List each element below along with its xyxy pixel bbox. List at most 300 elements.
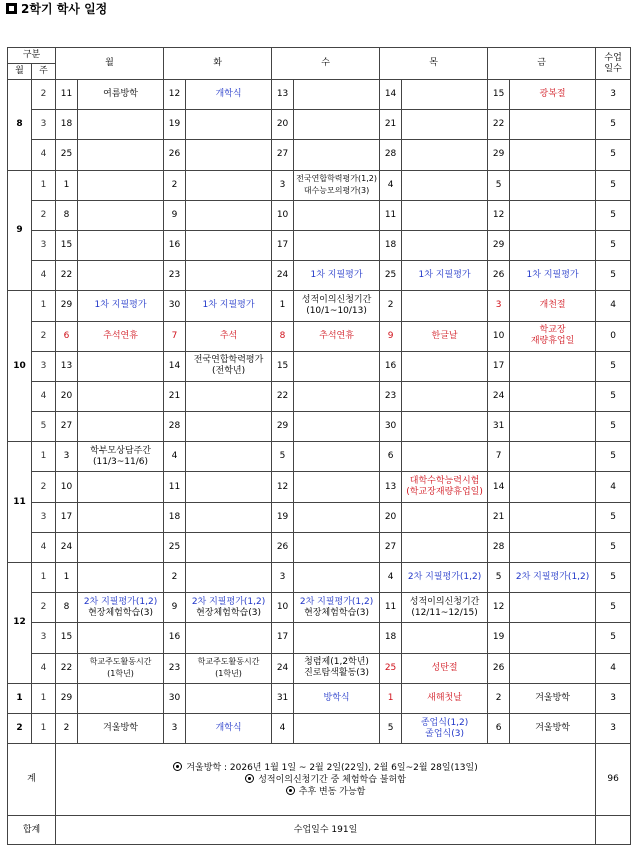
event-cell [294, 593, 380, 623]
event-cell [186, 532, 272, 562]
event-text: 1차 지필평가 [310, 270, 363, 281]
day-number: 14 [164, 351, 186, 381]
event-cell [78, 80, 164, 110]
event-text: 1차 지필평가 [202, 300, 255, 311]
event-cell [402, 321, 488, 351]
week-number: 2 [32, 80, 56, 110]
header-day-mon: 월 [56, 48, 164, 80]
event-cell [186, 593, 272, 623]
day-number: 24 [488, 381, 510, 411]
school-days: 5 [596, 442, 631, 472]
day-number: 26 [164, 140, 186, 170]
event-cell [510, 321, 596, 351]
day-number: 12 [488, 200, 510, 230]
event-cell [186, 321, 272, 351]
day-number: 2 [164, 563, 186, 593]
event-cell [294, 502, 380, 532]
event-cell [402, 261, 488, 291]
school-days: 5 [596, 563, 631, 593]
day-number: 20 [272, 110, 294, 140]
day-number: 6 [56, 321, 78, 351]
event-cell [186, 412, 272, 442]
event-cell [294, 140, 380, 170]
day-number: 10 [488, 321, 510, 351]
day-number: 22 [56, 653, 78, 683]
week-row [8, 140, 631, 170]
school-days: 5 [596, 140, 631, 170]
month-label: 2 [8, 713, 32, 743]
day-number: 5 [488, 563, 510, 593]
event-cell [186, 80, 272, 110]
circle-bullet-icon [286, 786, 295, 795]
day-number: 31 [488, 412, 510, 442]
day-number: 3 [272, 170, 294, 200]
week-number: 3 [32, 351, 56, 381]
event-cell [186, 261, 272, 291]
day-number: 24 [272, 261, 294, 291]
day-number: 22 [488, 110, 510, 140]
event-text: 방학식 [323, 692, 350, 703]
header-gubun: 구분 [8, 48, 56, 64]
week-row [8, 532, 631, 562]
event-cell [186, 140, 272, 170]
event-cell [510, 502, 596, 532]
week-number: 4 [32, 261, 56, 291]
event-cell [510, 713, 596, 743]
event-text: 현장체험학습(3) [88, 607, 153, 618]
day-number: 30 [164, 683, 186, 713]
day-number: 27 [56, 412, 78, 442]
day-number: 13 [272, 80, 294, 110]
event-text: 진로탐색활동(3) [304, 668, 370, 679]
grand-total-label: 합계 [8, 816, 56, 845]
school-days: 3 [596, 80, 631, 110]
event-cell [294, 291, 380, 321]
grand-total-empty [596, 816, 631, 845]
school-days: 4 [596, 653, 631, 683]
day-number: 14 [488, 472, 510, 502]
week-row [8, 80, 631, 110]
event-cell [294, 170, 380, 200]
event-cell [402, 140, 488, 170]
week-number: 1 [32, 713, 56, 743]
header-day-wed: 수 [272, 48, 380, 80]
day-number: 16 [164, 623, 186, 653]
event-cell [294, 412, 380, 442]
day-number: 10 [272, 200, 294, 230]
day-number: 1 [56, 170, 78, 200]
day-number: 2 [380, 291, 402, 321]
day-number: 29 [56, 291, 78, 321]
day-number: 8 [272, 321, 294, 351]
day-number: 19 [272, 502, 294, 532]
event-text: 새해첫날 [427, 692, 462, 703]
day-number: 19 [488, 623, 510, 653]
summary-row [8, 744, 631, 816]
event-text: 학부모상담주간 [90, 445, 151, 456]
schedule-table [7, 47, 631, 845]
school-days: 3 [596, 683, 631, 713]
event-cell [510, 80, 596, 110]
header-sueop: 수업 일수 [596, 48, 631, 80]
event-text: (1학년) [215, 669, 242, 679]
event-text: 1차 지필평가 [526, 270, 579, 281]
day-number: 4 [380, 170, 402, 200]
event-cell [402, 291, 488, 321]
day-number: 6 [488, 713, 510, 743]
day-number: 16 [164, 230, 186, 260]
circle-bullet-icon [173, 762, 182, 771]
event-cell [402, 713, 488, 743]
school-days: 5 [596, 110, 631, 140]
event-cell [78, 261, 164, 291]
event-cell [402, 80, 488, 110]
school-days: 5 [596, 230, 631, 260]
event-cell [510, 442, 596, 472]
header-row [8, 48, 631, 64]
event-cell [186, 291, 272, 321]
day-number: 2 [488, 683, 510, 713]
event-cell [294, 713, 380, 743]
month-label: 9 [8, 170, 32, 291]
day-number: 21 [380, 110, 402, 140]
event-cell [294, 472, 380, 502]
event-cell [510, 230, 596, 260]
event-text: 겨울방학 [535, 692, 570, 703]
week-row [8, 593, 631, 623]
day-number: 12 [164, 80, 186, 110]
week-number: 4 [32, 140, 56, 170]
event-cell [78, 412, 164, 442]
header-day-thu: 목 [380, 48, 488, 80]
event-cell [186, 200, 272, 230]
event-text: 학교장 [539, 325, 566, 336]
school-days: 5 [596, 623, 631, 653]
event-cell [510, 623, 596, 653]
month-label: 10 [8, 291, 32, 442]
week-number: 2 [32, 200, 56, 230]
event-cell [402, 381, 488, 411]
day-number: 5 [488, 170, 510, 200]
week-row [8, 442, 631, 472]
week-row [8, 502, 631, 532]
header-month: 월 [8, 64, 32, 80]
day-number: 25 [56, 140, 78, 170]
month-label: 8 [8, 80, 32, 171]
event-cell [294, 563, 380, 593]
event-text: 학교주도활동시간 [197, 657, 260, 667]
event-text: (1학년) [107, 669, 134, 679]
day-number: 1 [272, 291, 294, 321]
week-row [8, 291, 631, 321]
event-cell [78, 291, 164, 321]
day-number: 29 [488, 230, 510, 260]
event-text: 성적이의신청기간 [301, 294, 372, 305]
day-number: 6 [380, 442, 402, 472]
school-days: 0 [596, 321, 631, 351]
event-text: 재량휴업일 [530, 336, 575, 347]
event-cell [294, 80, 380, 110]
event-cell [510, 472, 596, 502]
header-day-tue: 화 [164, 48, 272, 80]
week-number: 1 [32, 291, 56, 321]
day-number: 26 [488, 653, 510, 683]
week-number: 4 [32, 532, 56, 562]
event-text: 개학식 [215, 723, 242, 734]
week-row [8, 200, 631, 230]
week-row [8, 563, 631, 593]
event-cell [186, 230, 272, 260]
day-number: 24 [272, 653, 294, 683]
day-number: 28 [380, 140, 402, 170]
event-cell [510, 351, 596, 381]
week-number: 2 [32, 593, 56, 623]
event-cell [510, 261, 596, 291]
day-number: 23 [380, 381, 402, 411]
day-number: 11 [380, 593, 402, 623]
day-number: 4 [272, 713, 294, 743]
event-cell [78, 140, 164, 170]
week-number: 5 [32, 412, 56, 442]
day-number: 18 [380, 230, 402, 260]
event-cell [186, 563, 272, 593]
school-days: 5 [596, 502, 631, 532]
event-text: 겨울방학 [535, 723, 570, 734]
event-cell [510, 170, 596, 200]
summary-notes [56, 744, 596, 816]
day-number: 5 [380, 713, 402, 743]
week-number: 4 [32, 653, 56, 683]
day-number: 11 [164, 472, 186, 502]
school-days: 5 [596, 593, 631, 623]
school-days: 4 [596, 291, 631, 321]
event-text: 추석연휴 [319, 330, 354, 341]
day-number: 4 [380, 563, 402, 593]
event-cell [78, 623, 164, 653]
event-cell [78, 110, 164, 140]
event-text: 현장체험학습(3) [304, 607, 370, 618]
week-row [8, 653, 631, 683]
event-text: 여름방학 [103, 89, 138, 100]
event-cell [294, 200, 380, 230]
week-row [8, 381, 631, 411]
event-cell [78, 563, 164, 593]
event-cell [402, 200, 488, 230]
event-text: 개학식 [215, 89, 242, 100]
event-cell [78, 472, 164, 502]
event-text: 추석 [219, 330, 238, 341]
day-number: 30 [380, 412, 402, 442]
event-text: (학교장재량휴업일) [406, 487, 483, 498]
day-number: 17 [56, 502, 78, 532]
day-number: 26 [272, 532, 294, 562]
event-text: 2차 지필평가(1,2) [407, 572, 482, 583]
day-number: 12 [488, 593, 510, 623]
event-cell [294, 261, 380, 291]
day-number: 13 [56, 351, 78, 381]
event-cell [78, 593, 164, 623]
week-row [8, 351, 631, 381]
week-row [8, 683, 631, 713]
event-cell [294, 623, 380, 653]
day-number: 3 [56, 442, 78, 472]
event-cell [186, 442, 272, 472]
week-number: 4 [32, 381, 56, 411]
day-number: 10 [272, 593, 294, 623]
school-days: 5 [596, 351, 631, 381]
summary-note: 겨울방학 : 2026년 1월 1일 ~ 2월 2일(22일), 2월 6일~2월 28일(13일) [56, 762, 595, 774]
week-number: 3 [32, 502, 56, 532]
header-week: 주 [32, 64, 56, 80]
summary-note: 성적이의신청기간 중 체험학습 불허함 [56, 774, 595, 786]
day-number: 1 [380, 683, 402, 713]
week-number: 1 [32, 170, 56, 200]
event-text: 2차 지필평가(1,2) [191, 596, 266, 607]
day-number: 29 [272, 412, 294, 442]
day-number: 23 [164, 653, 186, 683]
event-text: (전학년) [211, 366, 246, 377]
day-number: 9 [164, 200, 186, 230]
grand-total-text: 수업일수 191일 [56, 816, 596, 845]
week-number: 3 [32, 110, 56, 140]
school-days: 5 [596, 200, 631, 230]
event-cell [402, 653, 488, 683]
day-number: 17 [272, 230, 294, 260]
event-cell [402, 532, 488, 562]
event-cell [402, 110, 488, 140]
day-number: 1 [56, 563, 78, 593]
school-days: 5 [596, 532, 631, 562]
month-label: 12 [8, 563, 32, 684]
day-number: 31 [272, 683, 294, 713]
grand-total-row [8, 816, 631, 845]
day-number: 21 [488, 502, 510, 532]
event-cell [510, 381, 596, 411]
week-row [8, 261, 631, 291]
week-number: 2 [32, 321, 56, 351]
event-cell [294, 442, 380, 472]
event-cell [186, 653, 272, 683]
day-number: 11 [380, 200, 402, 230]
event-cell [78, 502, 164, 532]
week-row [8, 623, 631, 653]
day-number: 4 [164, 442, 186, 472]
day-number: 18 [56, 110, 78, 140]
event-text: 대학수학능력시험 [409, 476, 480, 487]
day-number: 11 [56, 80, 78, 110]
event-cell [510, 110, 596, 140]
month-label: 1 [8, 683, 32, 713]
day-number: 5 [272, 442, 294, 472]
event-text: 1차 지필평가 [94, 300, 147, 311]
day-number: 29 [56, 683, 78, 713]
week-row [8, 170, 631, 200]
event-text: 광복절 [539, 89, 566, 100]
day-number: 18 [380, 623, 402, 653]
school-days: 5 [596, 261, 631, 291]
day-number: 28 [488, 532, 510, 562]
week-number: 1 [32, 442, 56, 472]
event-cell [402, 351, 488, 381]
square-bullet-icon [6, 3, 17, 14]
event-text: 대수능모의평가(3) [303, 186, 370, 196]
day-number: 19 [164, 110, 186, 140]
day-number: 24 [56, 532, 78, 562]
school-days: 5 [596, 412, 631, 442]
summary-label: 계 [8, 744, 56, 816]
event-cell [78, 442, 164, 472]
event-cell [186, 351, 272, 381]
event-cell [78, 381, 164, 411]
event-text: 추석연휴 [103, 330, 138, 341]
event-text: 한글날 [431, 330, 458, 341]
event-cell [510, 412, 596, 442]
event-cell [78, 532, 164, 562]
event-text: 개천절 [539, 300, 566, 311]
event-cell [402, 502, 488, 532]
day-number: 29 [488, 140, 510, 170]
day-number: 15 [56, 230, 78, 260]
day-number: 20 [56, 381, 78, 411]
week-number: 1 [32, 563, 56, 593]
day-number: 3 [488, 291, 510, 321]
event-cell [186, 713, 272, 743]
day-number: 12 [272, 472, 294, 502]
event-text: 현장체험학습(3) [196, 607, 261, 618]
event-cell [510, 653, 596, 683]
circle-bullet-icon [245, 774, 254, 783]
event-cell [186, 381, 272, 411]
day-number: 3 [272, 563, 294, 593]
event-text: 전국연합학력평가(1,2) [296, 174, 377, 184]
event-cell [186, 683, 272, 713]
week-row [8, 321, 631, 351]
event-text: 졸업식(3) [425, 728, 464, 739]
week-row [8, 412, 631, 442]
event-cell [510, 563, 596, 593]
day-number: 15 [272, 351, 294, 381]
week-number: 3 [32, 230, 56, 260]
week-row [8, 110, 631, 140]
event-text: 전국연합학력평가 [193, 355, 264, 366]
week-number: 2 [32, 472, 56, 502]
day-number: 22 [56, 261, 78, 291]
event-text: (12/11~12/15) [411, 607, 478, 618]
event-text: 성적이의신청기간 [409, 596, 480, 607]
day-number: 10 [56, 472, 78, 502]
day-number: 27 [380, 532, 402, 562]
event-text: 1차 지필평가 [418, 270, 471, 281]
event-text: (11/3~11/6) [93, 456, 149, 467]
day-number: 20 [380, 502, 402, 532]
day-number: 16 [380, 351, 402, 381]
event-cell [510, 683, 596, 713]
event-text: 겨울방학 [103, 723, 138, 734]
day-number: 14 [380, 80, 402, 110]
event-cell [294, 532, 380, 562]
day-number: 2 [56, 713, 78, 743]
event-cell [186, 502, 272, 532]
event-cell [78, 170, 164, 200]
school-days: 5 [596, 170, 631, 200]
event-text: 2차 지필평가(1,2) [299, 596, 374, 607]
week-number: 1 [32, 683, 56, 713]
event-cell [294, 351, 380, 381]
day-number: 23 [164, 261, 186, 291]
school-days: 4 [596, 472, 631, 502]
day-number: 7 [164, 321, 186, 351]
school-days: 5 [596, 381, 631, 411]
